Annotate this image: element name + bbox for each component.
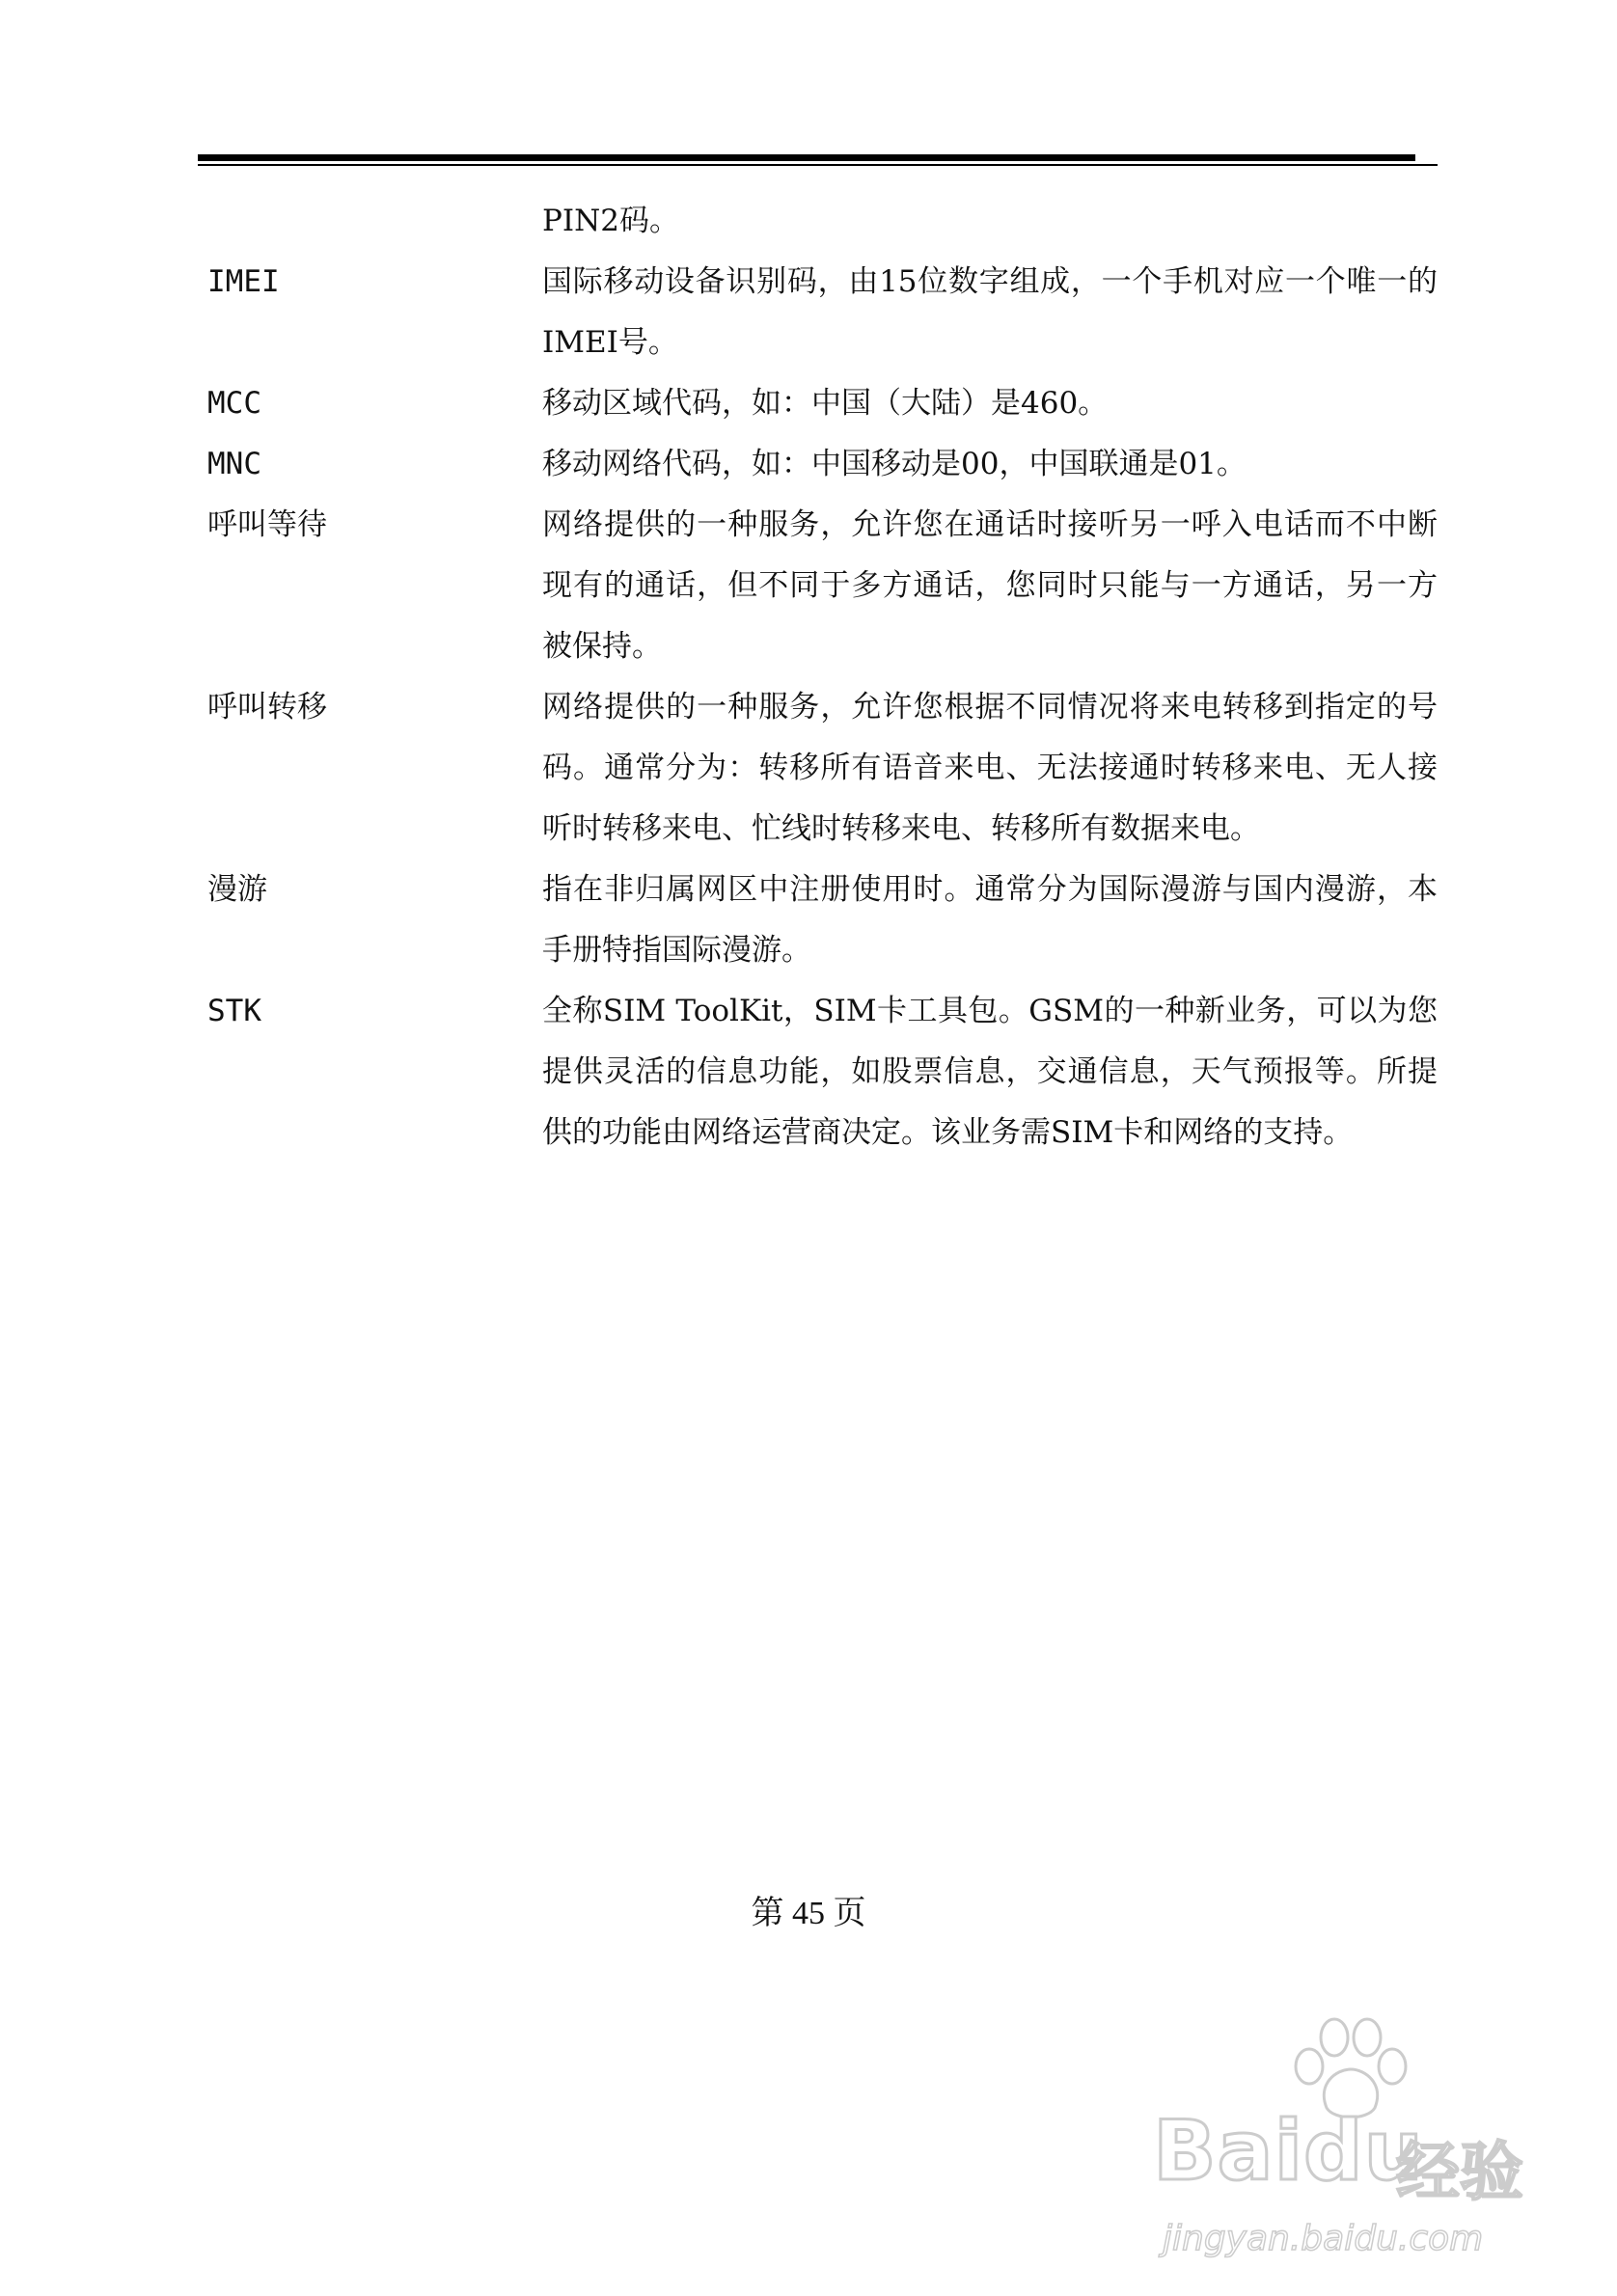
glossary-entry [207,860,1438,981]
glossary-list [207,191,1438,1163]
glossary-term: MNC [207,447,261,481]
glossary-entry [207,677,1438,860]
glossary-entry [207,252,1438,373]
glossary-definition: 移动网络代码，如：中国移动是00，中国联通是01。 [542,447,1247,481]
watermark-url: jingyan.baidu.com [1163,2219,1484,2258]
glossary-definition: 网络提供的一种服务，允许您根据不同情况将来电转移到指定的号码。通常分为：转移所有语音来电、无法接通时转移来电、无人接听时转移来电、忙线时转移来电、转移所有数据来电。 [542,690,1438,846]
glossary-definition: 指在非归属网区中注册使用时。通常分为国际漫游与国内漫游，本手册特指国际漫游。 [542,872,1438,968]
glossary-term: 漫游 [207,872,267,907]
glossary-definition: 网络提供的一种服务，允许您在通话时接听另一呼入电话而不中断现有的通话，但不同于多方通话，您同时只能与一方通话，另一方被保持。 [542,507,1438,664]
glossary-term: 呼叫等待 [207,507,327,542]
glossary-term: STK [207,994,261,1028]
glossary-entry [207,191,1438,252]
glossary-entry [207,981,1438,1163]
glossary-entry [207,495,1438,677]
baidu-jingyan-watermark [1143,2016,1548,2277]
header-rule-thin [198,164,1438,166]
glossary-entry [207,373,1438,434]
glossary-definition: 国际移动设备识别码，由15位数字组成，一个手机对应一个唯一的IMEI号。 [542,264,1438,360]
glossary-definition: 移动区域代码，如：中国（大陆）是460。 [542,386,1109,421]
page-number: 第 45 页 [751,1896,866,1931]
glossary-definition: 全称SIM ToolKit，SIM卡工具包。GSM的一种新业务，可以为您提供灵活的信息功能，如股票信息，交通信息，天气预报等。所提供的功能由网络运营商决定。该业务需SIM卡和网络的支持。 [542,994,1438,1150]
watermark-brand-sub: 经验 [1396,2135,1523,2209]
glossary-term: 呼叫转移 [207,690,327,724]
glossary-definition: PIN2码。 [542,204,679,238]
glossary-term: IMEI [207,264,280,299]
watermark-brand: Baidu [1153,2103,1424,2200]
glossary-term [207,191,542,252]
glossary-entry [207,434,1438,495]
header-rule-thick [198,154,1415,161]
glossary-term: MCC [207,386,261,421]
